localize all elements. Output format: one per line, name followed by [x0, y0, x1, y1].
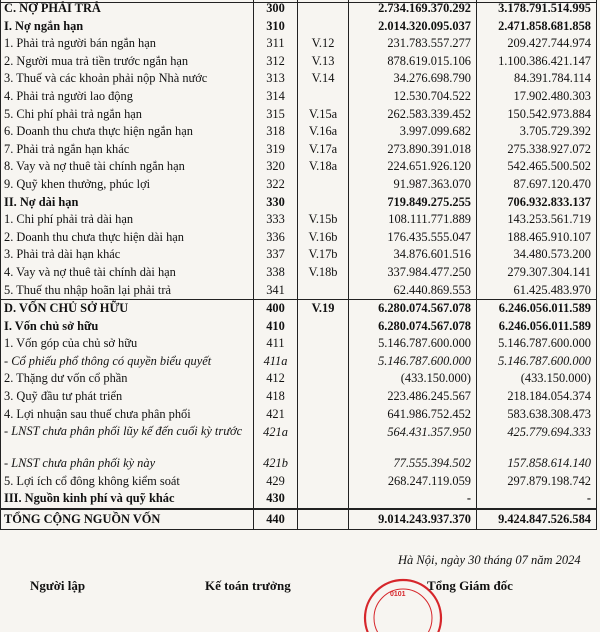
row-label: 3. Thuế và các khoản phải nộp Nhà nước — [1, 70, 254, 88]
row-note — [298, 18, 349, 36]
row-code: 430 — [254, 490, 298, 509]
table-row — [1, 318, 597, 336]
row-note: V.16b — [298, 229, 349, 247]
row-value-current: 268.247.119.059 — [349, 473, 477, 491]
table-row — [1, 353, 597, 371]
row-note: V.17b — [298, 246, 349, 264]
row-note: V.17a — [298, 141, 349, 159]
row-label: 1. Phải trả người bán ngắn hạn — [1, 35, 254, 53]
row-value-prior: 275.338.927.072 — [477, 141, 597, 159]
table-row — [1, 88, 597, 106]
row-label: 5. Lợi ích cổ đông không kiểm soát — [1, 473, 254, 491]
total-code: 440 — [254, 509, 298, 530]
general-director-label: Tổng Giám đốc — [427, 578, 513, 593]
row-value-prior: 84.391.784.114 — [477, 70, 597, 88]
row-label: 5. Thuế thu nhập hoãn lại phải trả — [1, 282, 254, 300]
table-row — [1, 406, 597, 424]
row-value-current: 5.146.787.600.000 — [349, 353, 477, 371]
row-code: 337 — [254, 246, 298, 264]
row-code: 322 — [254, 176, 298, 194]
table-row — [1, 370, 597, 388]
row-note — [298, 194, 349, 212]
row-code: 311 — [254, 35, 298, 53]
table-row — [1, 229, 597, 247]
row-label: 3. Quỹ đầu tư phát triển — [1, 388, 254, 406]
row-value-current: (433.150.000) — [349, 370, 477, 388]
table-row — [1, 423, 597, 455]
row-note: V.13 — [298, 53, 349, 71]
row-label: 1. Vốn góp của chủ sở hữu — [1, 335, 254, 353]
row-value-prior: 218.184.054.374 — [477, 388, 597, 406]
row-label: - LNST chưa phân phối kỳ này — [1, 455, 254, 473]
row-value-current: 77.555.394.502 — [349, 455, 477, 473]
signing-date: Hà Nội, ngày 30 tháng 07 năm 2024 — [398, 553, 581, 567]
row-value-current: - — [349, 490, 477, 509]
row-value-prior: 425.779.694.333 — [477, 423, 597, 455]
header-edge — [0, 0, 596, 3]
row-value-current: 3.997.099.682 — [349, 123, 477, 141]
row-code: 333 — [254, 211, 298, 229]
row-label: 4. Lợi nhuận sau thuế chưa phân phối — [1, 406, 254, 424]
row-value-prior: 150.542.973.884 — [477, 106, 597, 124]
row-code: 421a — [254, 423, 298, 455]
row-value-current: 12.530.704.522 — [349, 88, 477, 106]
row-value-prior: 2.471.858.681.858 — [477, 18, 597, 36]
row-value-prior: 5.146.787.600.000 — [477, 335, 597, 353]
table-row — [1, 53, 597, 71]
row-code: 421b — [254, 455, 298, 473]
row-label: III. Nguồn kinh phí và quỹ khác — [1, 490, 254, 509]
row-label: 2. Người mua trả tiền trước ngắn hạn — [1, 53, 254, 71]
table-row — [1, 106, 597, 124]
table-row — [1, 335, 597, 353]
row-value-prior: 3.178.791.514.995 — [477, 0, 597, 18]
row-value-current: 5.146.787.600.000 — [349, 335, 477, 353]
table-row — [1, 70, 597, 88]
row-code: 411 — [254, 335, 298, 353]
table-row — [1, 194, 597, 212]
row-value-current: 564.431.357.950 — [349, 423, 477, 455]
row-value-prior: 297.879.198.742 — [477, 473, 597, 491]
row-value-prior: 279.307.304.141 — [477, 264, 597, 282]
row-value-current: 273.890.391.018 — [349, 141, 477, 159]
row-label: 4. Phải trả người lao động — [1, 88, 254, 106]
row-note — [298, 370, 349, 388]
row-value-prior: 542.465.500.502 — [477, 158, 597, 176]
row-note — [298, 473, 349, 491]
row-value-prior: 6.246.056.011.589 — [477, 318, 597, 336]
row-value-current: 337.984.477.250 — [349, 264, 477, 282]
row-code: 330 — [254, 194, 298, 212]
row-value-current: 641.986.752.452 — [349, 406, 477, 424]
row-code: 300 — [254, 0, 298, 18]
total-value-prior: 9.424.847.526.584 — [477, 509, 597, 530]
row-label: I. Nợ ngắn hạn — [1, 18, 254, 36]
table-row — [1, 176, 597, 194]
table-row — [1, 35, 597, 53]
table-row — [1, 264, 597, 282]
svg-text:0101: 0101 — [390, 591, 406, 598]
row-value-current: 262.583.339.452 — [349, 106, 477, 124]
row-label: 3. Phải trả dài hạn khác — [1, 246, 254, 264]
row-code: 310 — [254, 18, 298, 36]
row-value-current: 224.651.926.120 — [349, 158, 477, 176]
table-row — [1, 388, 597, 406]
row-code: 319 — [254, 141, 298, 159]
row-note: V.19 — [298, 300, 349, 318]
row-value-current: 719.849.275.255 — [349, 194, 477, 212]
total-value-current: 9.014.243.937.370 — [349, 509, 477, 530]
row-code: 421 — [254, 406, 298, 424]
row-value-current: 91.987.363.070 — [349, 176, 477, 194]
row-code: 341 — [254, 282, 298, 300]
row-label: 1. Chi phí phải trả dài hạn — [1, 211, 254, 229]
row-label: 2. Thặng dư vốn cổ phần — [1, 370, 254, 388]
row-value-current: 62.440.869.553 — [349, 282, 477, 300]
row-code: 314 — [254, 88, 298, 106]
row-label: I. Vốn chủ sở hữu — [1, 318, 254, 336]
row-value-current: 2.734.169.370.292 — [349, 0, 477, 18]
row-value-current: 34.876.601.516 — [349, 246, 477, 264]
row-value-prior: 17.902.480.303 — [477, 88, 597, 106]
table-row — [1, 158, 597, 176]
chief-accountant-label: Kế toán trưởng — [205, 578, 291, 593]
row-value-prior: - — [477, 490, 597, 509]
row-code: 412 — [254, 370, 298, 388]
row-code: 320 — [254, 158, 298, 176]
row-value-current: 34.276.698.790 — [349, 70, 477, 88]
row-value-prior: 87.697.120.470 — [477, 176, 597, 194]
row-code: 429 — [254, 473, 298, 491]
table-row — [1, 211, 597, 229]
row-code: 312 — [254, 53, 298, 71]
table-row — [1, 490, 597, 509]
row-note: V.18b — [298, 264, 349, 282]
row-note — [298, 423, 349, 455]
row-value-prior: 3.705.729.392 — [477, 123, 597, 141]
row-note — [298, 176, 349, 194]
total-row — [1, 509, 597, 530]
row-value-prior: 583.638.308.473 — [477, 406, 597, 424]
row-value-prior: 706.932.833.137 — [477, 194, 597, 212]
row-note: V.15b — [298, 211, 349, 229]
row-code: 315 — [254, 106, 298, 124]
row-note — [298, 318, 349, 336]
row-value-prior: (433.150.000) — [477, 370, 597, 388]
row-label: D. VỐN CHỦ SỞ HỮU — [1, 300, 254, 318]
row-value-current: 2.014.320.095.037 — [349, 18, 477, 36]
row-note — [298, 282, 349, 300]
row-value-prior: 61.425.483.970 — [477, 282, 597, 300]
total-label: TỔNG CỘNG NGUỒN VỐN — [1, 509, 254, 530]
row-code: 410 — [254, 318, 298, 336]
table-row — [1, 246, 597, 264]
row-value-prior: 6.246.056.011.589 — [477, 300, 597, 318]
table-row — [1, 282, 597, 300]
row-label: 8. Vay và nợ thuê tài chính ngắn hạn — [1, 158, 254, 176]
row-label: - LNST chưa phân phối lũy kế đến cuối kỳ trước — [1, 423, 254, 455]
preparer-label: Người lập — [30, 578, 86, 593]
table-row — [1, 123, 597, 141]
row-note: V.18a — [298, 158, 349, 176]
row-code: 336 — [254, 229, 298, 247]
row-value-prior: 157.858.614.140 — [477, 455, 597, 473]
row-value-prior: 34.480.573.200 — [477, 246, 597, 264]
row-value-prior: 143.253.561.719 — [477, 211, 597, 229]
row-note: V.12 — [298, 35, 349, 53]
row-code: 411a — [254, 353, 298, 371]
row-value-current: 6.280.074.567.078 — [349, 318, 477, 336]
row-value-current: 176.435.555.047 — [349, 229, 477, 247]
row-note: V.14 — [298, 70, 349, 88]
row-note — [298, 335, 349, 353]
row-value-current: 231.783.557.277 — [349, 35, 477, 53]
row-code: 418 — [254, 388, 298, 406]
row-value-current: 223.486.245.567 — [349, 388, 477, 406]
table-row — [1, 455, 597, 473]
total-note — [298, 509, 349, 530]
row-note — [298, 388, 349, 406]
row-value-current: 6.280.074.567.078 — [349, 300, 477, 318]
row-label: 5. Chi phí phải trả ngắn hạn — [1, 106, 254, 124]
row-note — [298, 406, 349, 424]
row-note: V.15a — [298, 106, 349, 124]
row-label: 2. Doanh thu chưa thực hiện dài hạn — [1, 229, 254, 247]
row-label: II. Nợ dài hạn — [1, 194, 254, 212]
table-row — [1, 300, 597, 318]
table-row — [1, 473, 597, 491]
row-label: 7. Phải trả ngắn hạn khác — [1, 141, 254, 159]
row-note — [298, 88, 349, 106]
row-note — [298, 455, 349, 473]
table-row — [1, 141, 597, 159]
row-label: 6. Doanh thu chưa thực hiện ngắn hạn — [1, 123, 254, 141]
row-value-prior: 5.146.787.600.000 — [477, 353, 597, 371]
row-code: 313 — [254, 70, 298, 88]
row-label: 4. Vay và nợ thuê tài chính dài hạn — [1, 264, 254, 282]
row-note: V.16a — [298, 123, 349, 141]
row-label: 9. Quỹ khen thưởng, phúc lợi — [1, 176, 254, 194]
row-value-prior: 209.427.744.974 — [477, 35, 597, 53]
table-row — [1, 18, 597, 36]
row-value-current: 108.111.771.889 — [349, 211, 477, 229]
table-body — [1, 0, 597, 509]
row-value-prior: 188.465.910.107 — [477, 229, 597, 247]
row-code: 338 — [254, 264, 298, 282]
row-note — [298, 490, 349, 509]
row-value-prior: 1.100.386.421.147 — [477, 53, 597, 71]
row-value-current: 878.619.015.106 — [349, 53, 477, 71]
row-code: 318 — [254, 123, 298, 141]
row-label: - Cổ phiếu phổ thông có quyền biểu quyết — [1, 353, 254, 371]
row-label: C. NỢ PHẢI TRẢ — [1, 0, 254, 18]
row-code: 400 — [254, 300, 298, 318]
row-note — [298, 353, 349, 371]
